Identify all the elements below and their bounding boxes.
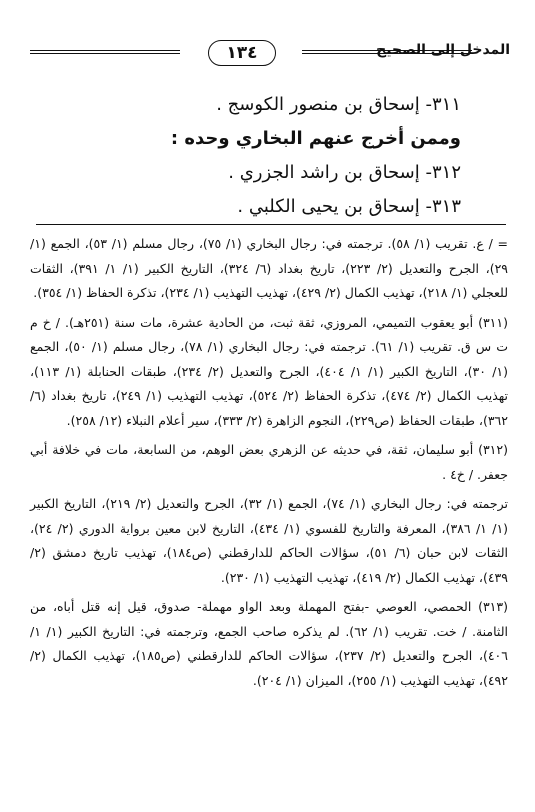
footnote-312-sources: ترجمته في: رجال البخاري (١/ ٧٤)، الجمع (١/ ٣٢)، الجرح والتعديل (٢/ ٢١٩)، التاريخ الكبير (١/ ١/ ٣٨٦)، المعرفة والتاريخ للفسوي (١/ ٤٣٤)، التاريخ لابن معين برواية الدوري (٢/ ٢٤)، الثقات لابن حبان (٦/ ٥١)، سؤالات الحاكم للدارقطني (ص١٨٤)، تهذيب تاريخ دمشق (٢/ ٤٣٩)، تهذيب الكمال (٢/ ٤١٩)، تهذيب التهذيب (١/ ٢٣٠).: [30, 496, 509, 585]
section-heading: وممن أخرج عنهم البخاري وحده :: [170, 128, 461, 149]
footnote-313: (٣١٣) الحمصي، العوصي -بفتح المهملة وبعد الواو مهملة- صدوق، قيل إنه قتل أباه، من الثامنة. / خت. تقريب (١/ ٦٢). لم يذكره صاحب الجمع، وترجمته في: التاريخ الكبير (١/ ١/ ٤٠٦)، الجرح والتعديل (٢/ ٢٣٧)، سؤالات الحاكم للدارقطني (ص١٨٥)، تهذيب الكمال (٢/ ٤٩٢)، تهذيب التهذيب (١/ ٢٥٥)، الميزان (١/ ٢٠٤).: [30, 599, 508, 688]
entry-311: ٣١١- إسحاق بن منصور الكوسج .: [216, 94, 461, 115]
footnotes: [30, 232, 508, 698]
main-text: [61, 88, 461, 224]
footnote-311: (٣١١) أبو يعقوب التميمي، المروزي، ثقة ثبت، من الحادية عشرة، مات سنة (٢٥١هـ). / خ م ت س ق. تقريب (١/ ٦١). ترجمته في: رجال البخاري (١/ ٧٨)، رجال مسلم (١/ ٥٠)، الجمع (١/ ٣٠)، التاريخ الكبير (١/ ١/ ٤٠٤)، الجرح والتعديل (٢/ ٢٣٤)، طبقات الحنابلة (١/ ١١٣)، تهذيب الكمال (٢/ ٤٧٤)، تذكرة الحفاظ (٢/ ٥٢٤)، تهذيب التهذيب (١/ ٢٤٩)، تاريخ بغداد (٦/ ٣٦٢)، طبقات الحفاظ (ص٢٢٩)، النجوم الزاهرة (٢/ ٣٣٣)، سير أعلام النبلاء (١٢/ ٢٥٨).: [30, 314, 509, 428]
footnote-312: (٣١٢) أبو سليمان، ثقة، في حديثه عن الزهري بعض الوهم، من السابعة، مات في خلافة أبي جعفر. / خ٤ .: [30, 442, 508, 482]
entry-313: ٣١٣- إسحاق بن يحيى الكلبي .: [237, 196, 461, 217]
footnote-continued: = / ع. تقريب (١/ ٥٨). ترجمته في: رجال البخاري (١/ ٧٥)، رجال مسلم (١/ ٥٣)، الجمع (١/ ٢٩)، الجرح والتعديل (٢/ ٢٢٣)، تاريخ بغداد (٦/ ٣٢٤)، التاريخ الكبير (١/ ١/ ٣٩١)، الثقات للعجلي (١/ ٢١٨)، تهذيب الكمال (٢/ ٤٢٩)، تهذيب التهذيب (١/ ٢٣٤)، تذكرة الحفاظ (١/ ٣٥٤).: [30, 236, 509, 300]
page-header: [30, 38, 510, 68]
page-number: ١٣٤: [208, 40, 276, 66]
entry-312: ٣١٢- إسحاق بن راشد الجزري .: [228, 162, 461, 183]
header-rule-left: [30, 50, 180, 54]
running-title: المدخل إلى الصحيح: [376, 42, 510, 58]
footnote-divider: [36, 224, 506, 225]
